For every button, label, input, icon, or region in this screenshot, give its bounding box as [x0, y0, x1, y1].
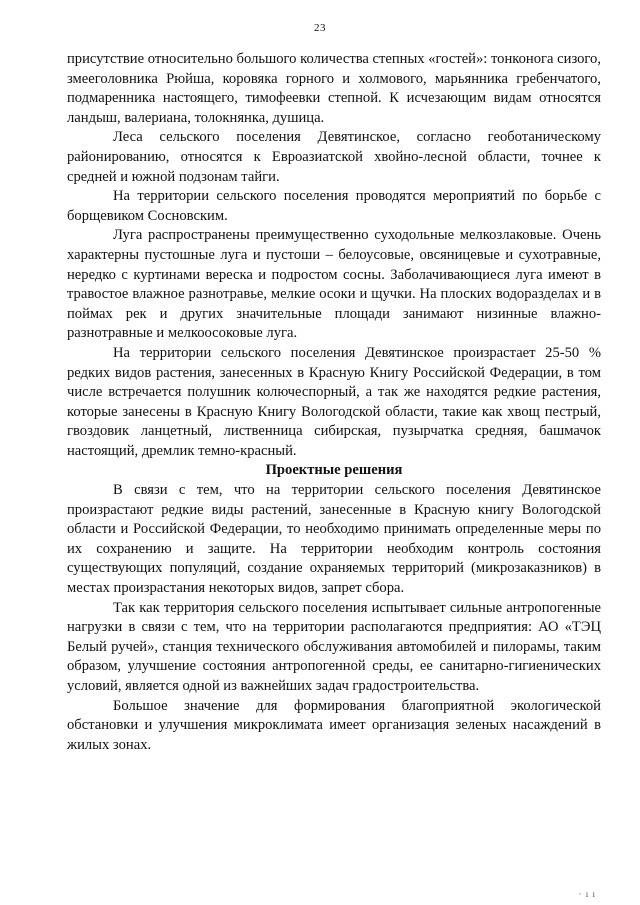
paragraph-meadows: Луга распространены преимущественно суходольные мелкозлаковые. Очень характерны пустошные луга и пустоши – белоусовые, овсяницевые и сухотравные, нередко с куртинами вереска и подростом сосны. Заболачивающиеся луга имеют в травостое влажное разнотравье, мелкие осоки и щучки. На плоских водоразделах и в поймах рек и других значительные площади занимают низинные влажно-разнотравные и мелкоосоковые луга.	[67, 227, 601, 342]
paragraph-steppe-guests: присутствие относительно большого количества степных «гостей»: тонконога сизого, змееголовника Рюйша, коровяка горного и холмового, марьянника гребенчатого, подмаренника настоящего, тимофеевки степной. К исчезающим видам относятся ландыш, валериана, толокнянка, душица.	[67, 51, 601, 126]
paragraph-anthropogenic-load: Так как территория сельского поселения испытывает сильные антропогенные нагрузки в связи с тем, что на территории располагаются предприятия: АО «ТЭЦ Белый ручей», станция технического обслуживания автомобилей и пилорамы, таким образом, улучшение состояния антропогенной среды, ее санитарно-гигиенических условий, является одной из важнейших задач градостроительства.	[67, 599, 601, 694]
paragraph-protection-measures: В связи с тем, что на территории сельского поселения Девятинское произрастают редкие виды растений, занесенные в Красную книгу Вологодской области и Российской Федерации, то необходимо принимать определенные меры по их сохранению и защите. На территории необходим контроль состояния существующих популяций, создание охраняемых территорий (микрозаказников) в местах произрастания некоторых видов, запрет сбора.	[67, 482, 601, 597]
page-number: 23	[314, 22, 326, 34]
corner-scan-mark: · ı ı	[578, 889, 596, 899]
section-heading: Проектные решения	[265, 462, 403, 479]
paragraph-rare-species: На территории сельского поселения Девятинское произрастает 25-50 % редких видов растения, занесенных в Красную Книгу Российской Федерации, в том числе встречается полушник колючеспорный, а так же находятся редкие растения, которые занесены в Красную Книгу Вологодской области, такие как хвощ пестрый, гвоздовик ланцетный, лиственница сибирская, пузырчатка средняя, башмачок настоящий, дремлик темно-красный.	[67, 344, 601, 459]
page-body	[67, 50, 601, 755]
paragraph-forests: Леса сельского поселения Девятинское, согласно геоботаническому районированию, относятся к Евроазиатской хвойно-лесной области, точнее к средней и южной подзонам тайги.	[67, 129, 601, 185]
paragraph-hogweed: На территории сельского поселения проводятся мероприятий по борьбе с борщевиком Сосновским.	[67, 188, 601, 224]
paragraph-green-spaces: Большое значение для формирования благоприятной экологической обстановки и улучшения микроклимата имеет организация зеленых насаждений в жилых зонах.	[67, 697, 601, 753]
